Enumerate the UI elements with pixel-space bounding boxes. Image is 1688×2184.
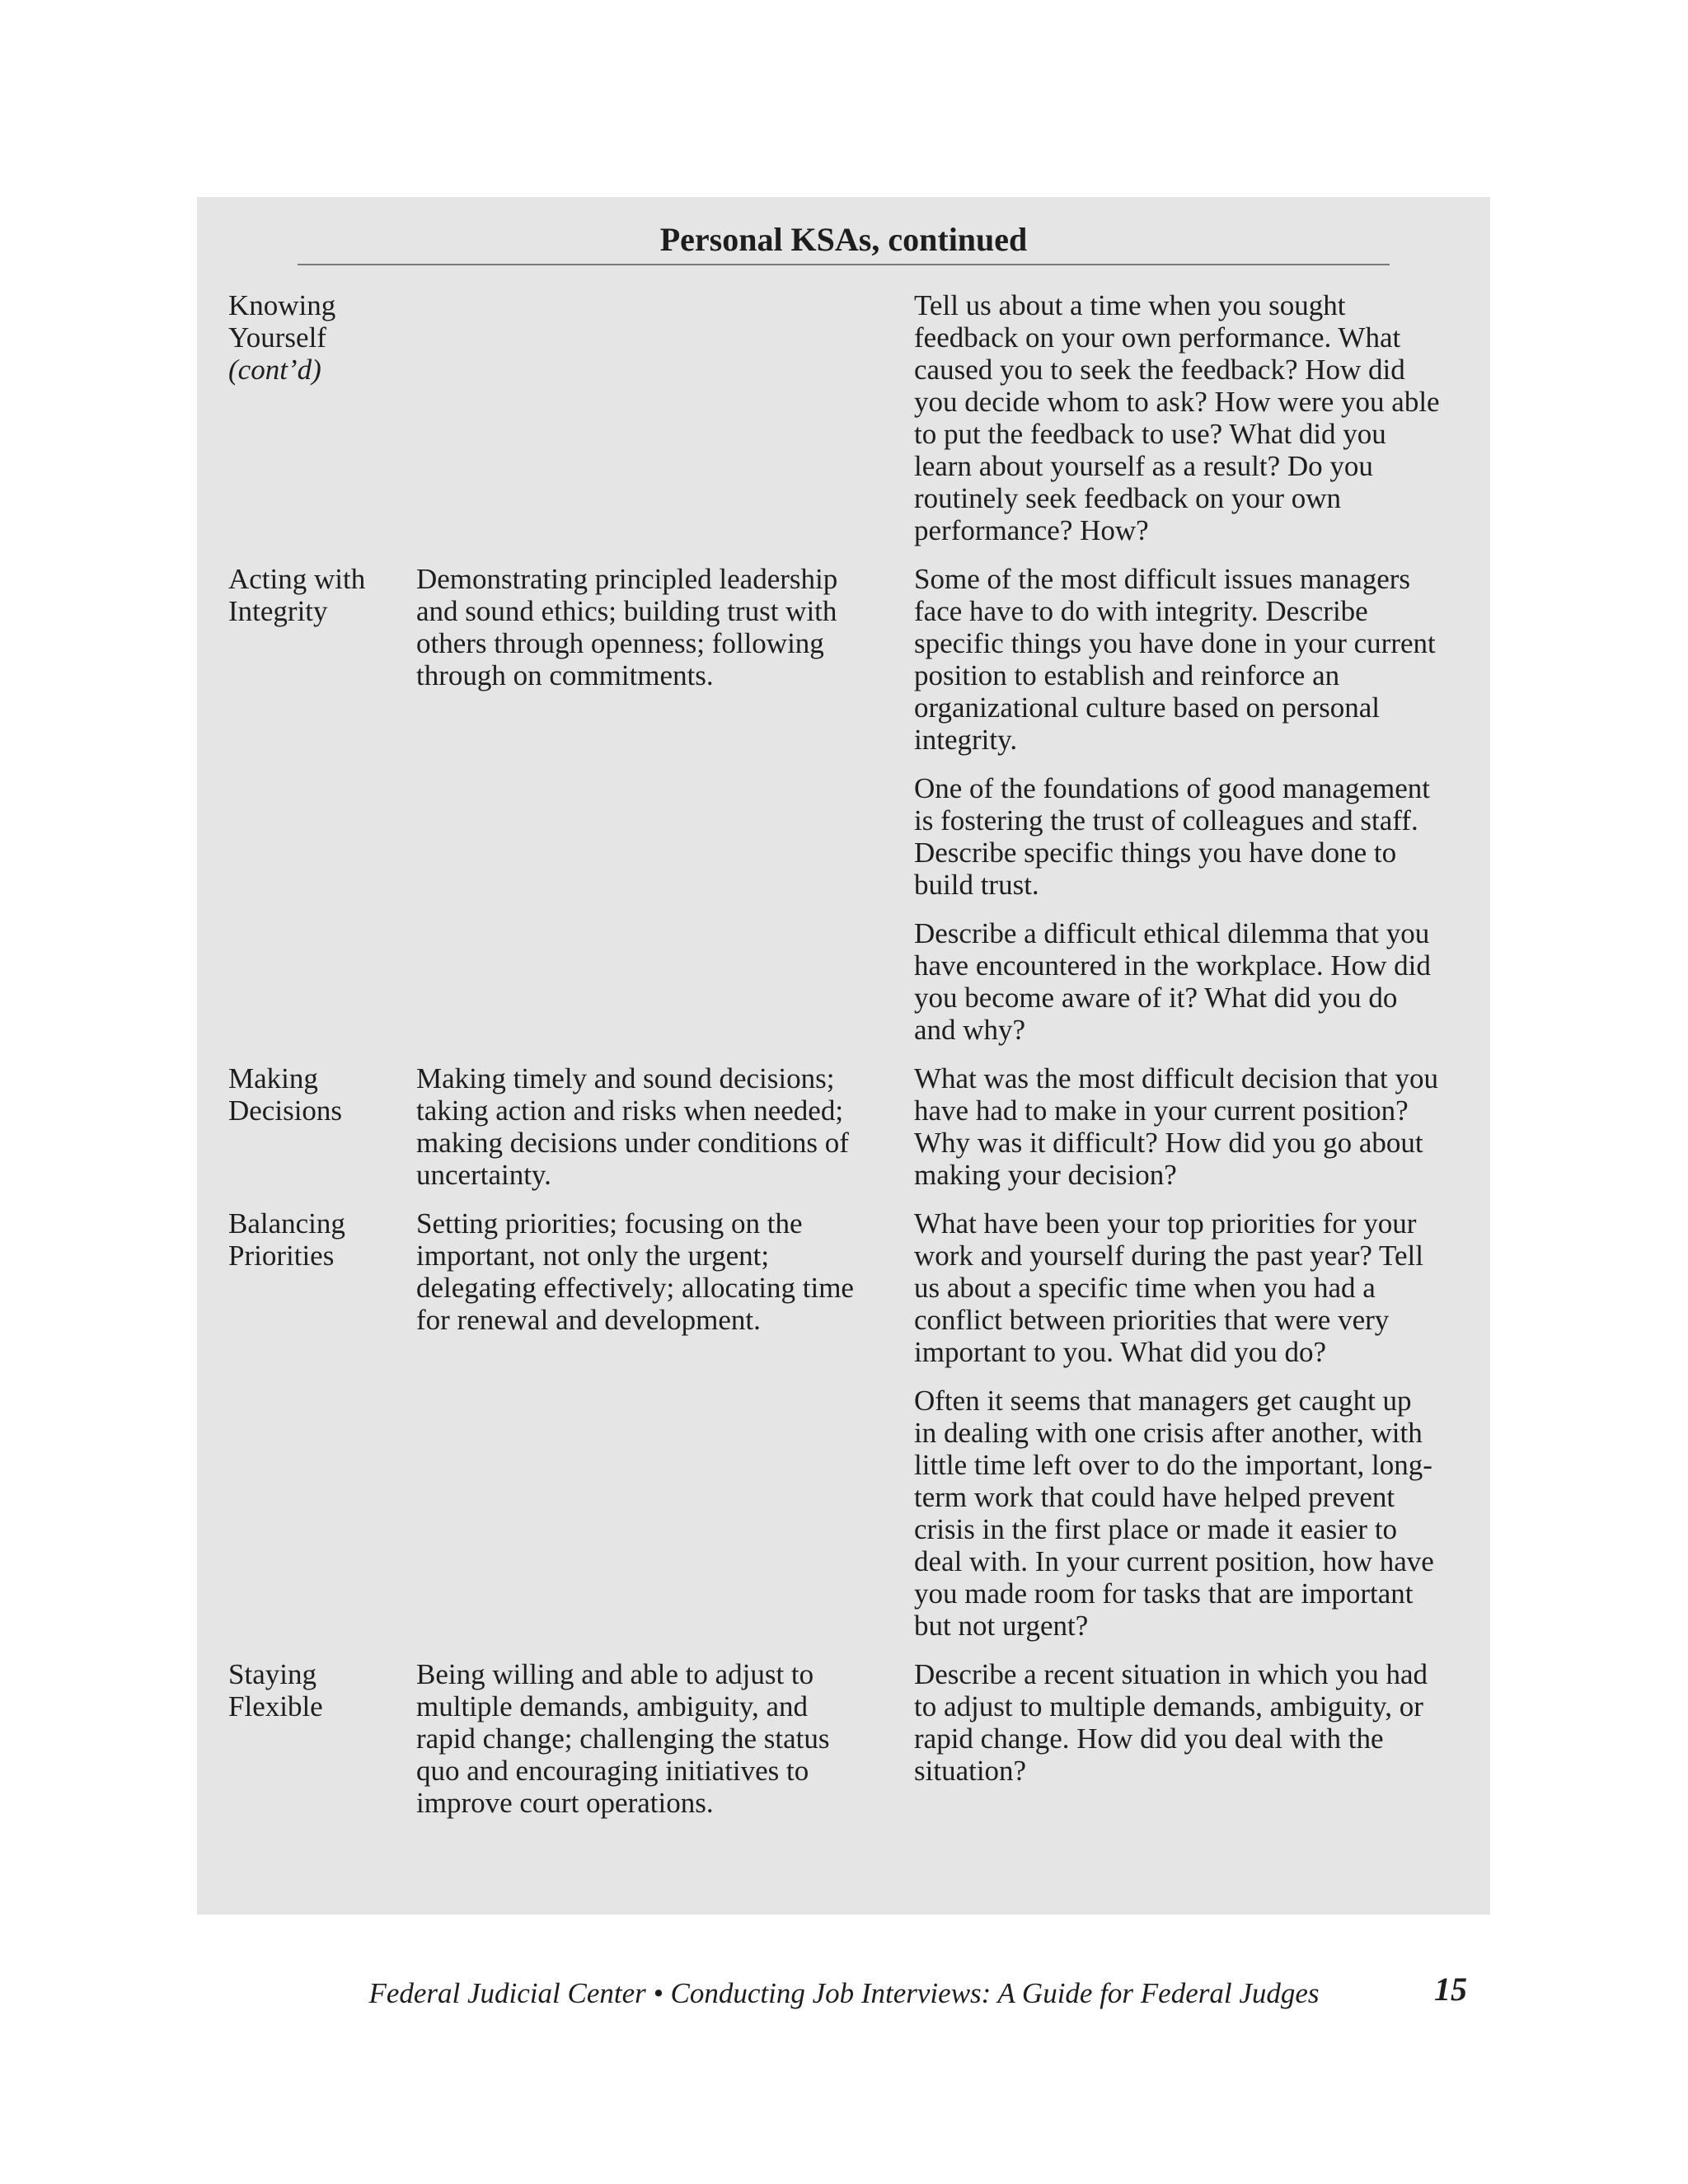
title-divider	[298, 264, 1390, 265]
ksa-name-line: Priorities	[228, 1240, 335, 1272]
ksa-name-line: Acting with	[228, 563, 366, 595]
ksa-description: Setting priorities; focusing on the important, not only the urgent; delegating effectively; allocating time for renewal and development.	[416, 1207, 854, 1336]
ksa-panel	[197, 197, 1490, 1915]
ksa-name-line: Flexible	[228, 1690, 323, 1722]
ksa-name	[228, 1062, 416, 1127]
ksa-name-line: Decisions	[228, 1094, 343, 1127]
table-row	[197, 563, 1490, 1046]
ksa-questions	[914, 1062, 1441, 1191]
continued-note: (cont’d)	[228, 354, 321, 386]
ksa-questions	[914, 1658, 1441, 1787]
ksa-name	[228, 563, 416, 627]
ksa-name-line: Knowing	[228, 289, 336, 321]
page-footer: Federal Judicial Center • Conducting Job Interviews: A Guide for Federal Judges	[368, 1977, 1320, 2009]
table-row	[197, 1658, 1490, 1819]
ksa-name-line: Yourself	[228, 321, 326, 354]
ksa-name-line: Balancing	[228, 1207, 345, 1240]
interview-question: Tell us about a time when you sought feedback on your own performance. What caused you to seek the feedback? How did you decide whom to ask? How were you able to put the feedback to use? What did you learn about yourself as a result? Do you routinely seek feedback on your own performance? How?	[914, 289, 1440, 546]
page-number: 15	[1434, 1971, 1467, 2008]
ksa-description: Demonstrating principled leadership and sound ethics; building trust with others through openness; following through on commitments.	[416, 563, 838, 691]
ksa-questions	[914, 1207, 1441, 1642]
interview-question: Describe a difficult ethical dilemma that you have encountered in the workplace. How did you become aware of it? What did you do and why?	[914, 917, 1431, 1046]
interview-question: Often it seems that managers get caught up in dealing with one crisis after another, with little time left over to do the important, long-term work that could have helped prevent crisis in the first place or made it easier to deal with. In your current position, how have you made room for tasks that are important but not urgent?	[914, 1385, 1434, 1642]
table-row	[197, 1062, 1490, 1191]
ksa-description: Being willing and able to adjust to multiple demands, ambiguity, and rapid change; challenging the status quo and encouraging initiatives to improve court operations.	[416, 1658, 830, 1819]
interview-question: What have been your top priorities for your work and yourself during the past year? Tell us about a specific time when you had a conflict between priorities that were very important to you. What did you do?	[914, 1207, 1423, 1368]
ksa-name	[228, 1207, 416, 1272]
table-row	[197, 289, 1490, 546]
ksa-name-line: Making	[228, 1062, 318, 1094]
panel-title: Personal KSAs, continued	[659, 221, 1028, 258]
ksa-name	[228, 1658, 416, 1722]
ksa-name-line: Integrity	[228, 595, 328, 627]
ksa-description: Making timely and sound decisions; taking action and risks when needed; making decisions under conditions of uncertainty.	[416, 1062, 849, 1191]
ksa-name	[228, 289, 416, 386]
interview-question: Describe a recent situation in which you had to adjust to multiple demands, ambiguity, or rapid change. How did you deal with the situation?	[914, 1658, 1428, 1787]
ksa-questions	[914, 563, 1441, 1046]
ksa-questions	[914, 289, 1441, 546]
interview-question: What was the most difficult decision that you have had to make in your current position? Why was it difficult? How did you go about making your decision?	[914, 1062, 1439, 1191]
table-row	[197, 1207, 1490, 1642]
interview-question: Some of the most difficult issues managers face have to do with integrity. Describe specific things you have done in your current position to establish and reinforce an organizational culture based on personal integrity.	[914, 563, 1436, 756]
interview-question: One of the foundations of good management is fostering the trust of colleagues and staff. Describe specific things you have done to build trust.	[914, 772, 1430, 901]
ksa-table	[197, 289, 1490, 1835]
ksa-name-line: Staying	[228, 1658, 316, 1690]
